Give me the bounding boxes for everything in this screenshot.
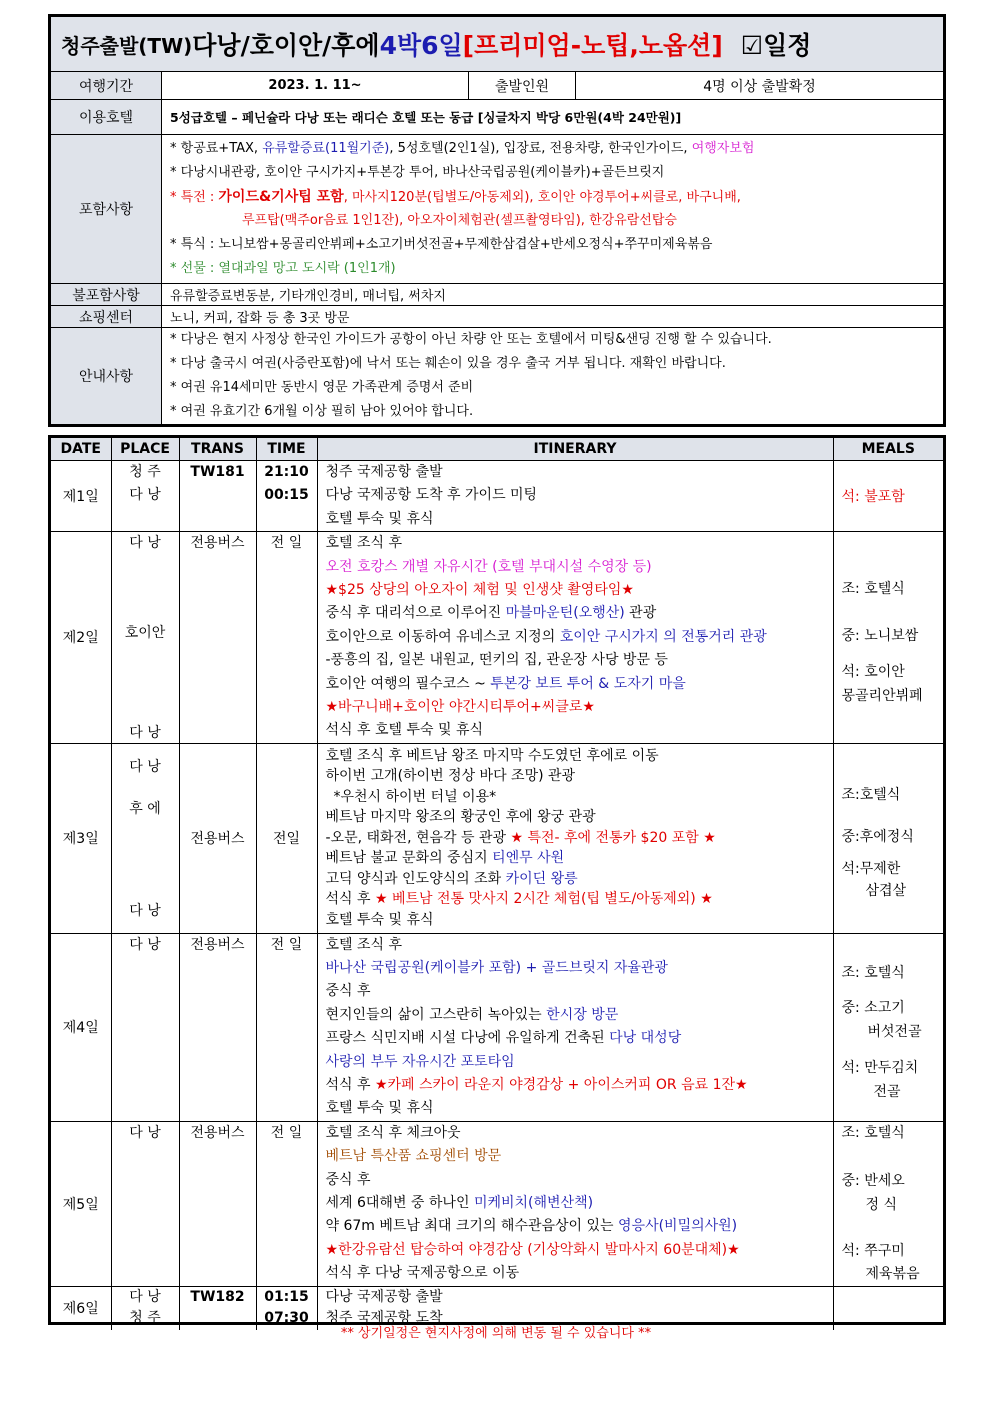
hotel-row xyxy=(51,100,943,135)
header-date: DATE xyxy=(51,438,111,461)
header-itinerary: ITINERARY xyxy=(317,438,833,461)
meals-cell: 석: 불포함 xyxy=(833,461,943,532)
place-cell: 다 낭 xyxy=(111,1121,179,1286)
notice-row xyxy=(51,328,943,424)
meals-cell: 조: 호텔식 중: 반세오 정 식 석: 쭈구미 제육볶음 xyxy=(833,1121,943,1286)
include-line: * 특식 : 노니보쌈+몽골리안뷔페+소고기버섯전골+무제한삼겹살+반세오정식+쭈꾸미제육볶음 xyxy=(170,237,713,252)
itinerary-cell: 호텔 조식 후 베트남 왕조 마지막 수도였던 후에로 이동 하이번 고개(하이번 정상 바다 조망) 관광 *우천시 하이번 터널 이용* 베트남 마지막 왕조의 황궁인 후에 왕궁 관광 -오문, 태화전, 현음각 등 관광 ★ 특전- 후에 전통카 $20 포함 ★ 베트남 불교 문화의 중심지 티엔무 사원 고딕 양식과 인도양식의 조화 카이딘 왕릉 석식 후 ★ 베트남 전통 맛사지 2시간 체험(팁 별도/아동제외) ★ 호텔 투숙 및 휴식 xyxy=(317,743,833,933)
time-cell: 21:10 00:15 xyxy=(256,461,317,532)
footer-note: ** 상기일정은 현지사정에 의해 변동 될 수 있습니다 ** xyxy=(340,1326,652,1341)
people-label: 출발인원 xyxy=(468,72,576,99)
include-row xyxy=(51,135,943,284)
trip-info-box xyxy=(48,14,946,427)
include-list xyxy=(162,135,943,283)
shopping-label: 쇼핑센터 xyxy=(51,306,162,327)
title-origin: 청주출발(TW) xyxy=(61,33,193,58)
period-label: 여행기간 xyxy=(51,72,162,99)
header-meals: MEALS xyxy=(833,438,943,461)
header-time: TIME xyxy=(256,438,317,461)
shopping-value: 노니, 커피, 잡화 등 총 3곳 방문 xyxy=(170,311,350,326)
notice-list xyxy=(162,328,943,424)
day-label: 제4일 xyxy=(51,933,111,1121)
table-row xyxy=(51,933,943,1121)
title-schedule: ☑일정 xyxy=(740,31,812,60)
day-label: 제3일 xyxy=(51,743,111,933)
itinerary-table xyxy=(51,438,943,1330)
hotel-label: 이용호텔 xyxy=(51,100,162,134)
meals-cell: 조: 호텔식 중: 노니보쌈 석: 호이안 몽골리안뷔페 xyxy=(833,532,943,744)
title-destinations: 다낭/호이안/후에 xyxy=(192,31,380,60)
title-premium: [프리미엄-노팁,노옵션] xyxy=(462,31,723,60)
place-cell: 다 낭 xyxy=(111,933,179,1121)
title-duration: 4박6일 xyxy=(379,31,463,60)
itinerary-cell: 호텔 조식 후 바나산 국립공원(케이블카 포함) + 골드브릿지 자율관광 중식 후 현지인들의 삶이 고스란히 녹아있는 한시장 방문 프랑스 식민지배 시설 다낭에 유일하게 건축된 다낭 대성당 사랑의 부두 자유시간 포토타임 석식 후 ★카페 스카이 라운지 야경감상 + 아이스커피 OR 음료 1잔★ 호텔 투숙 및 휴식 xyxy=(317,933,833,1121)
people-value: 4명 이상 출발확정 xyxy=(703,78,816,95)
hotel-value: 5성급호텔 – 페닌슐라 다낭 또는 래디슨 호텔 또는 동급 [싱글차지 박당 6만원(4박 24만원)] xyxy=(170,110,682,125)
exclude-row xyxy=(51,284,943,306)
day-label: 제5일 xyxy=(51,1121,111,1286)
trans-cell: TW181 xyxy=(179,461,256,532)
exclude-label: 불포함사항 xyxy=(51,284,162,305)
place-cell: 다 낭 청 주 xyxy=(111,1286,179,1330)
table-row xyxy=(51,1121,943,1286)
period-row xyxy=(51,72,943,100)
notice-item: * 여권 유효기간 6개월 이상 필히 남아 있어야 합니다. xyxy=(170,404,474,419)
trans-cell: 전용버스 xyxy=(179,933,256,1121)
exclude-value: 유류할증료변동분, 기타개인경비, 매너팁, 써차지 xyxy=(170,289,446,304)
table-row xyxy=(51,743,943,933)
trans-cell: TW182 xyxy=(179,1286,256,1330)
notice-label: 안내사항 xyxy=(51,328,162,424)
place-cell: 청 주 다 낭 xyxy=(111,461,179,532)
time-cell: 01:15 07:30 xyxy=(256,1286,317,1330)
trans-cell: 전용버스 xyxy=(179,743,256,933)
table-row xyxy=(51,532,943,744)
include-label: 포함사항 xyxy=(51,135,162,283)
day-label: 제1일 xyxy=(51,461,111,532)
itinerary-cell: 다낭 국제공항 출발 청주 국제공항 도착 xyxy=(317,1286,833,1330)
time-cell: 전 일 xyxy=(256,532,317,744)
shopping-row xyxy=(51,306,943,328)
include-line: 루프탑(맥주or음료 1인1잔), 아오자이체험관(셀프촬영타임), 한강유람선탑승 xyxy=(242,213,677,228)
include-line: * 항공료+TAX, 유류할증료(11월기준), 5성호텔(2인1실), 입장료, 전용차량, 한국인가이드, 여행자보험 xyxy=(170,141,755,156)
include-line: * 다낭시내관광, 호이안 구시가지+투본강 투어, 바나산국립공원(케이블카)+골든브릿지 xyxy=(170,165,665,180)
place-cell: 다 낭 후 에 다 낭 xyxy=(111,743,179,933)
notice-item: * 여권 유14세미만 동반시 영문 가족관계 증명서 준비 xyxy=(170,380,474,395)
day-label: 제6일 xyxy=(51,1286,111,1330)
page-title xyxy=(51,17,943,72)
include-line: * 선물 : 열대과일 망고 도시락 (1인1개) xyxy=(170,261,396,276)
time-cell: 전일 xyxy=(256,743,317,933)
itinerary-cell: 청주 국제공항 출발 다낭 국제공항 도착 후 가이드 미팅 호텔 투숙 및 휴식 xyxy=(317,461,833,532)
header-trans: TRANS xyxy=(179,438,256,461)
day-label: 제2일 xyxy=(51,532,111,744)
trans-cell: 전용버스 xyxy=(179,1121,256,1286)
time-cell: 전 일 xyxy=(256,1121,317,1286)
itinerary-cell: 호텔 조식 후 오전 호캉스 개별 자유시간 (호텔 부대시설 수영장 등) ★$25 상당의 아오자이 체험 및 인생샷 촬영타임★ 중식 후 대리석으로 이루어진 마블마운틴(오행산) 관광 호이안으로 이동하여 유네스코 지정의 호이안 구시가지 의 전통거리 관광 -풍흥의 집, 일본 내원교, 떤키의 집, 관운장 사당 방문 등 호이안 여행의 필수코스 ~ 투본강 보트 투어 & 도자기 마을 ★바구니배+호이안 야간시티투어+씨클로★ 석식 후 호텔 투숙 및 휴식 xyxy=(317,532,833,744)
notice-item: * 다낭은 현지 사정상 한국인 가이드가 공항이 아닌 차량 안 또는 호텔에서 미팅&샌딩 진행 할 수 있습니다. xyxy=(170,332,772,347)
header-place: PLACE xyxy=(111,438,179,461)
itinerary-cell: 호텔 조식 후 체크아웃 베트남 특산품 쇼핑센터 방문 중식 후 세계 6대해변 중 하나인 미케비치(해변산책) 약 67m 베트남 최대 크기의 해수관음상이 있는 영응사(비밀의사원) ★한강유람선 탑승하여 야경감상 (기상악화시 발마사지 60분대체)★ 석식 후 다낭 국제공항으로 이동 xyxy=(317,1121,833,1286)
period-value: 2023. 1. 11~ xyxy=(268,78,362,93)
meals-cell: 조: 호텔식 중: 소고기 버섯전골 석: 만두김치 전골 xyxy=(833,933,943,1121)
place-cell: 다 낭 호이안 다 낭 xyxy=(111,532,179,744)
trans-cell: 전용버스 xyxy=(179,532,256,744)
notice-item: * 다낭 출국시 여권(사증란포함)에 낙서 또는 훼손이 있을 경우 출국 거부 됩니다. 재확인 바랍니다. xyxy=(170,356,726,371)
include-line: * 특전 : 가이드&기사팁 포함, 마사지120분(팁별도/아동제외), 호이안 야경투어+씨클로, 바구니배, xyxy=(170,189,741,205)
itinerary-box xyxy=(48,435,946,1325)
table-header xyxy=(51,438,943,461)
time-cell: 전 일 xyxy=(256,933,317,1121)
table-row xyxy=(51,461,943,532)
meals-cell: 조:호텔식 중:후에정식 석:무제한 삼겹살 xyxy=(833,743,943,933)
